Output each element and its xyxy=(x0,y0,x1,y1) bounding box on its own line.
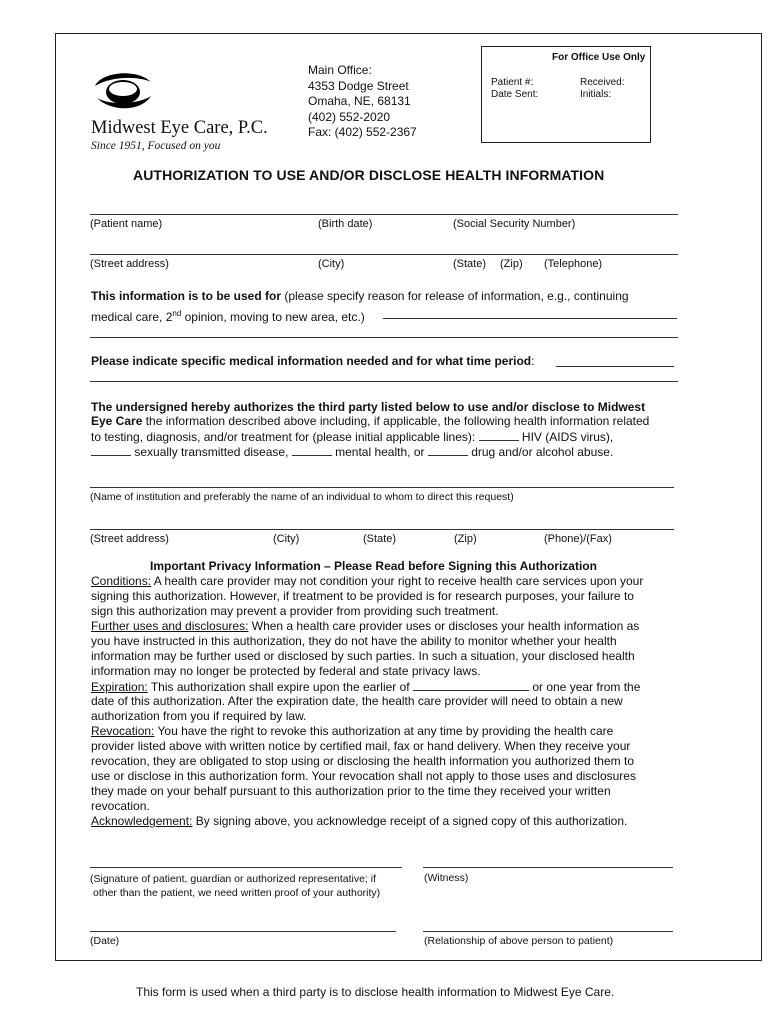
birth-date-caption: (Birth date) xyxy=(318,218,373,230)
time-period-line[interactable] xyxy=(556,366,674,367)
conditions-label: Conditions: xyxy=(91,574,152,588)
further-line-4: information may no longer be protected by federal and state privacy laws. xyxy=(91,664,481,678)
further-label: Further uses and disclosures: xyxy=(91,619,249,633)
inst-phone-fax-caption: (Phone)/(Fax) xyxy=(544,533,612,545)
authorize-line-3 xyxy=(91,429,613,445)
authorize-eye-care: Eye Care xyxy=(91,414,143,428)
purpose-text: (please specify reason for release of information, e.g., continuing xyxy=(281,289,629,303)
purpose-text-2a: medical care, 2 xyxy=(91,310,173,324)
purpose-line-2 xyxy=(91,306,365,325)
state-caption: (State) xyxy=(453,258,487,270)
conditions-line-2: signing this authorization. However, if treatment to be provided is for research purposes, your failure to xyxy=(91,589,634,603)
std-initial-line[interactable] xyxy=(91,444,131,456)
further-line-1 xyxy=(91,619,639,634)
conditions-text-1: A health care provider may not condition your right to receive health care services upon your xyxy=(151,574,644,588)
practice-tagline: Since 1951, Focused on you xyxy=(91,140,221,152)
authorize-text-3: to testing, diagnosis, and/or treatment for (please initial applicable lines): xyxy=(91,430,476,444)
purpose-label: This information is to be used for xyxy=(91,289,282,303)
further-line-3: information may be further used or disclosed by such parties. In such a situation, your disclosed health xyxy=(91,649,635,663)
revocation-line-5: they made on your behalf pursuant to this authorization prior to the time they received your written xyxy=(91,784,611,798)
expiration-line-1 xyxy=(91,679,640,695)
conditions-line-3: sign this authorization may prevent a provider from providing such treatment. xyxy=(91,604,499,618)
mental-initial-line[interactable] xyxy=(292,444,332,456)
date-sent-label: Date Sent: xyxy=(491,89,539,100)
witness-line[interactable] xyxy=(423,867,673,868)
drug-label: drug and/or alcohol abuse. xyxy=(471,445,614,459)
purpose-extra-line[interactable] xyxy=(90,337,678,338)
acknowledgement-line xyxy=(91,814,627,829)
conditions-line-1 xyxy=(91,574,643,589)
midwest-eye-care-logo-icon xyxy=(93,70,153,112)
street-address-caption: (Street address) xyxy=(90,258,169,270)
office-use-title: For Office Use Only xyxy=(552,52,646,63)
std-label: sexually transmitted disease, xyxy=(134,445,289,459)
institution-name-line[interactable] xyxy=(90,487,674,488)
expiration-text-1a: This authorization shall expire upon the earlier of xyxy=(147,680,410,694)
patient-info-line[interactable] xyxy=(90,214,678,215)
institution-address-line[interactable] xyxy=(90,529,674,530)
revocation-label: Revocation: xyxy=(91,724,155,738)
expiration-date-line[interactable] xyxy=(413,679,529,691)
institution-name-caption: (Name of institution and preferably the name of an individual to whom to direct this request) xyxy=(90,491,514,503)
signature-caption-1: (Signature of patient, guardian or authorized representative; if xyxy=(90,873,377,885)
hiv-label: HIV (AIDS virus), xyxy=(521,430,614,444)
revocation-line-6: revocation. xyxy=(91,799,150,813)
revocation-line-4: use or disclose in this authorization form. Your revocation shall not apply to those uses and disclosures xyxy=(91,769,636,783)
revocation-text-1: You have the right to revoke this authorization at any time by providing the health care xyxy=(154,724,614,738)
specific-info-line xyxy=(91,354,534,369)
initials-label: Initials: xyxy=(580,89,612,100)
specific-colon: : xyxy=(531,354,535,368)
drug-initial-line[interactable] xyxy=(428,444,468,456)
witness-caption: (Witness) xyxy=(424,872,469,884)
office-address xyxy=(308,63,417,141)
specific-info-extra-line[interactable] xyxy=(90,381,678,382)
purpose-reason-line[interactable] xyxy=(383,318,677,319)
revocation-line-1 xyxy=(91,724,613,739)
ordinal-sup: nd xyxy=(172,309,182,318)
further-text-1: When a health care provider uses or discloses your health information as xyxy=(248,619,640,633)
authorize-text-2: the information described above including, if applicable, the following health information related xyxy=(142,414,650,428)
acknowledgement-label: Acknowledgement: xyxy=(91,814,193,828)
acknowledgement-text: By signing above, you acknowledge receipt of a signed copy of this authorization. xyxy=(192,814,628,828)
inst-street-caption: (Street address) xyxy=(90,533,169,545)
office-use-box xyxy=(481,46,651,143)
office-line: Omaha, NE, 68131 xyxy=(308,94,411,108)
footer-note: This form is used when a third party is to disclose health information to Midwest Eye Care. xyxy=(136,985,615,999)
date-caption: (Date) xyxy=(90,935,120,947)
patient-name-caption: (Patient name) xyxy=(90,218,163,230)
authorize-line-1: The undersigned hereby authorizes the third party listed below to use and/or disclose to Midwest xyxy=(91,400,646,414)
inst-zip-caption: (Zip) xyxy=(454,533,477,545)
signature-caption xyxy=(90,872,380,900)
office-line: Fax: (402) 552-2367 xyxy=(308,125,417,139)
date-line[interactable] xyxy=(90,931,396,932)
expiration-line-3: authorization from you if required by law. xyxy=(91,709,307,723)
purpose-line-1 xyxy=(91,289,629,304)
office-line: 4353 Dodge Street xyxy=(308,78,409,93)
office-line: Main Office: xyxy=(308,63,372,77)
patient-address-line[interactable] xyxy=(90,254,678,255)
relationship-line[interactable] xyxy=(423,931,673,932)
mental-label: mental health, or xyxy=(335,445,425,459)
relationship-caption: (Relationship of above person to patient) xyxy=(424,935,614,947)
ssn-caption: (Social Security Number) xyxy=(453,218,576,230)
form-title: AUTHORIZATION TO USE AND/OR DISCLOSE HEALTH INFORMATION xyxy=(133,167,605,183)
received-label: Received: xyxy=(580,77,625,88)
telephone-caption: (Telephone) xyxy=(544,258,603,270)
zip-caption: (Zip) xyxy=(500,258,523,270)
signature-line[interactable] xyxy=(90,867,402,868)
expiration-line-2: date of this authorization. After the expiration date, the health care provider will need to obtain a new xyxy=(91,694,623,708)
revocation-line-3: revocation, they are obligated to stop using or disclosing the health information you authorized them to xyxy=(91,754,634,768)
inst-city-caption: (City) xyxy=(273,533,300,545)
practice-name: Midwest Eye Care, P.C. xyxy=(91,118,268,138)
authorize-line-4 xyxy=(91,444,613,460)
revocation-line-2: provider listed above with written notice by certified mail, fax or hand delivery. When they receive your xyxy=(91,739,631,753)
further-line-2: you have instructed in this authorization, they do not have the ability to monitor whether your health xyxy=(91,634,617,648)
purpose-text-2b: opinion, moving to new area, etc.) xyxy=(181,310,365,324)
expiration-label: Expiration: xyxy=(91,680,148,694)
patient-number-label: Patient #: xyxy=(491,77,534,88)
expiration-text-1b: or one year from the xyxy=(532,680,641,694)
signature-caption-2: other than the patient, we need written proof of your authority) xyxy=(93,887,381,899)
privacy-heading: Important Privacy Information – Please Read before Signing this Authorization xyxy=(150,559,597,573)
specific-info-label: Please indicate specific medical information needed and for what time period xyxy=(91,354,532,368)
office-line: (402) 552-2020 xyxy=(308,109,391,124)
city-caption: (City) xyxy=(318,258,345,270)
inst-state-caption: (State) xyxy=(363,533,397,545)
hiv-initial-line[interactable] xyxy=(479,429,519,441)
authorize-line-2 xyxy=(91,414,649,429)
